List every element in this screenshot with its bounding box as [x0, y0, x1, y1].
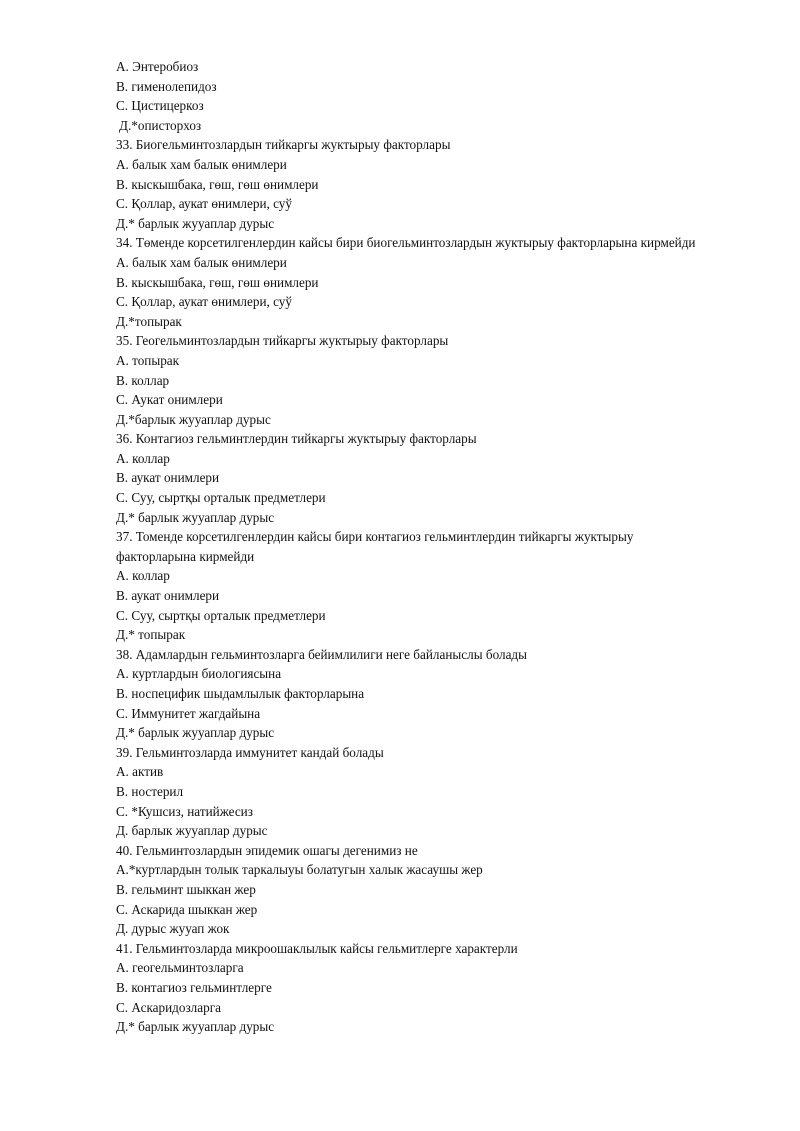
answer-option: Д.* барлык жууаплар дурыс — [116, 1019, 275, 1035]
answer-option: С. Суу, сыртқы орталык предметлери — [116, 490, 326, 506]
question-text: 38. Адамлардын гельминтозларга бейимлилиги неге байланыслы болады — [116, 646, 527, 662]
answer-option: С. Цистицеркоз — [116, 98, 204, 114]
answer-option: С. Аукат онимлери — [116, 392, 223, 408]
answer-option: А. геогельминтозларга — [116, 960, 244, 976]
answer-option: С. Суу, сыртқы орталык предметлери — [116, 607, 326, 623]
answer-option: А. куртлардын биологиясына — [116, 666, 282, 682]
answer-option: А. коллар — [116, 450, 170, 466]
answer-option: А. балык хам балык өнимлери — [116, 156, 287, 172]
answer-option: В. ностерил — [116, 783, 184, 799]
answer-option: Д. барлык жууаплар дурыс — [116, 823, 268, 839]
answer-option: С. Қоллар, аукат өнимлери, суў — [116, 196, 292, 212]
answer-option: Д.*барлык жууаплар дурыс — [116, 411, 271, 427]
answer-option: С. Аскаридозларга — [116, 999, 221, 1015]
answer-option: Д.* барлык жууаплар дурыс — [116, 215, 275, 231]
answer-option: Д. дурыс жууап жок — [116, 921, 230, 937]
answer-option: С. *Кушсиз, натийжесиз — [116, 803, 253, 819]
answer-option: В. носпецифик шыдамлылык факторларына — [116, 686, 365, 701]
answer-option: А. Энтеробиоз — [116, 59, 199, 74]
answer-option: В. гельминт шыккан жер — [116, 881, 256, 897]
answer-option: В. коллар — [116, 372, 170, 388]
answer-option: А. балык хам балык өнимлери — [116, 254, 287, 270]
answer-option: С. Иммунитет жагдайына — [116, 705, 261, 721]
question-text: 41. Гельминтозларда микроошаклылык кайсы гельмитлерге характерли — [116, 940, 518, 956]
answer-option: С. Қоллар, аукат өнимлери, суў — [116, 294, 292, 310]
answer-option: Д.* барлык жууаплар дурыс — [116, 509, 275, 525]
answer-option: С. Аскарида шыккан жер — [116, 901, 258, 917]
answer-option: А.*куртлардын толык таркалыуы болатугын халык жасаушы жер — [116, 862, 483, 878]
question-text: 37. Томенде корсетилгенлердин кайсы бири контагиоз гельминтлердин тийкаргы жуктырыу факторларына кирмейди — [116, 529, 634, 564]
question-text: 40. Гельминтозлардын эпидемик ошагы дегенимиз не — [116, 842, 418, 858]
answer-option: Д.* топырак — [116, 627, 186, 643]
answer-option: В. гименолепидоз — [116, 78, 217, 94]
answer-option: А. актив — [116, 764, 164, 780]
answer-option: В. кыскышбака, гөш, гөш өнимлери — [116, 176, 319, 192]
document-page — [116, 57, 716, 1037]
answer-option: В. кыскышбака, гөш, гөш өнимлери — [116, 274, 319, 290]
question-text: 33. Биогельминтозлардын тийкаргы жуктырыу факторлары — [116, 137, 451, 153]
answer-option: Д.*описторхоз — [119, 117, 202, 133]
answer-option: А. топырак — [116, 352, 180, 368]
answer-option: Д.* барлык жууаплар дурыс — [116, 725, 275, 741]
question-text: 36. Контагиоз гельминтлердин тийкаргы жуктырыу факторлары — [116, 431, 477, 447]
answer-option: В. аукат онимлери — [116, 588, 220, 604]
answer-option: Д.*топырак — [116, 313, 182, 329]
question-text: 34. Төменде корсетилгенлердин кайсы бири биогельминтозлардын жуктырыу факторларына кирмейди — [116, 235, 696, 251]
answer-option: А. коллар — [116, 568, 170, 584]
question-text: 39. Гельминтозларда иммунитет кандай болады — [116, 744, 384, 760]
answer-option: В. контагиоз гельминтлерге — [116, 979, 272, 995]
answer-option: В. аукат онимлери — [116, 470, 220, 486]
question-text: 35. Геогельминтозлардын тийкаргы жуктырыу факторлары — [116, 333, 449, 349]
